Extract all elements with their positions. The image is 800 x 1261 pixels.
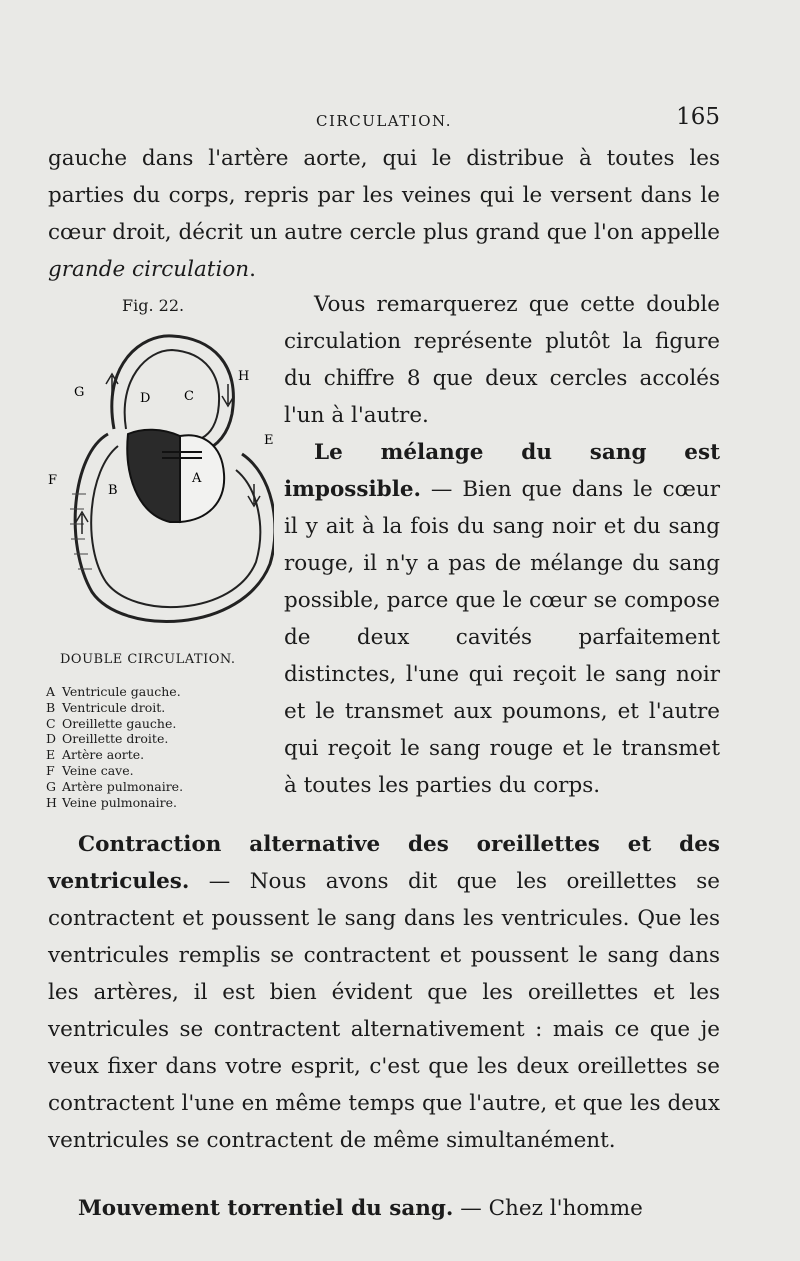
legend-item [46, 684, 183, 700]
legend-item [46, 763, 183, 779]
letter-f: F [48, 473, 58, 488]
legend-key: F [46, 762, 55, 778]
figure-caption: DOUBLE CIRCULATION. [60, 652, 236, 667]
letter-e: E [264, 433, 274, 448]
legend-key: E [46, 747, 56, 763]
legend-item [46, 795, 183, 811]
legend-text: Oreillette gauche. [62, 715, 177, 731]
paragraph-melange [284, 434, 720, 804]
letter-a: A [192, 471, 202, 486]
legend-item [46, 747, 183, 763]
legend-text: Ventricule gauche. [62, 684, 181, 699]
legend-key: C [46, 715, 56, 731]
letter-h: H [238, 369, 250, 384]
legend-text: Artère pulmonaire. [62, 778, 184, 794]
paragraph-melange-text: — Bien que dans le cœur il y ait à la fois du sang noir et du sang rouge, il n'y a pas de mélange du sang possible, parce que le cœur se compose de deux cavités parfaitement distinctes, l'une qui reçoit le sang noir et le transmet aux poumons, et l'autre qui reçoit le sang rouge et le transmet à toutes les parties du corps. [284, 477, 720, 798]
legend-text: Veine pulmonaire. [62, 794, 177, 810]
legend-key: H [46, 794, 57, 810]
legend-text: Artère aorte. [62, 747, 145, 763]
term-grande-circulation: grande circulation [48, 257, 250, 282]
paragraph-contraction [48, 826, 720, 1159]
legend-item [46, 779, 183, 795]
pulmonary-loop-inner [125, 350, 219, 440]
letter-g: G [74, 385, 85, 400]
heart-right-side [127, 430, 180, 522]
letter-d: D [140, 391, 151, 406]
legend-text: Ventricule droit. [62, 699, 166, 715]
legend-key: G [46, 778, 56, 794]
arrow-f [76, 512, 88, 534]
heart-left-side [180, 435, 224, 522]
legend-key: B [46, 699, 56, 715]
paragraph-top [48, 140, 720, 288]
figure-22 [36, 296, 276, 816]
paragraph-mouvement-text: — Chez l'homme [453, 1196, 643, 1221]
heading-contraction: Contraction alternative des oreillettes et des ventricules. [48, 832, 720, 894]
heading-melange: Le mélange du sang est impossible. [284, 440, 720, 502]
legend-key: D [46, 731, 57, 747]
running-head: CIRCULATION. [316, 112, 452, 130]
paragraph-figure-eight: Vous remarquerez que cette double circulation représente plutôt la figure du chiffre 8 que deux cercles accolés l'un à l'autre. [284, 292, 720, 428]
figure-label: Fig. 22. [122, 296, 185, 315]
vessel-hatching [70, 494, 92, 569]
legend-text: Veine cave. [62, 762, 134, 778]
paragraph-top-end: . [249, 257, 256, 282]
letter-c: C [184, 389, 194, 404]
heading-mouvement: Mouvement torrentiel du sang. [78, 1196, 454, 1221]
legend-text: Oreillette droite. [62, 731, 169, 747]
letter-b: B [108, 483, 118, 498]
legend-key: A [46, 684, 56, 699]
legend-item [46, 716, 183, 732]
paragraph-top-text: gauche dans l'artère aorte, qui le distribue à toutes les parties du corps, repris par les veines qui le versent dans le cœur droit, décrit un autre cercle plus grand que l'on appelle [48, 146, 720, 245]
double-circulation-diagram [42, 324, 274, 644]
figure-legend [46, 684, 183, 810]
legend-item [46, 700, 183, 716]
paragraph-mouvement [48, 1190, 720, 1227]
page-number: 165 [676, 104, 720, 130]
side-column-text [284, 286, 720, 804]
page-header [48, 104, 720, 140]
legend-item [46, 731, 183, 747]
paragraph-contraction-text: — Nous avons dit que les oreillettes se contractent et poussent le sang dans les ventricules. Que les ventricules remplis se contractent et poussent le sang dans les artères, il est bien évident que les oreillettes et les ventricules se contractent alternativement : mais ce que je veux fixer dans votre esprit, c'est que les deux oreillettes se contractent l'une en même temps que l'autre, et que les deux ventricules se contractent de même simultanément. [48, 869, 720, 1153]
